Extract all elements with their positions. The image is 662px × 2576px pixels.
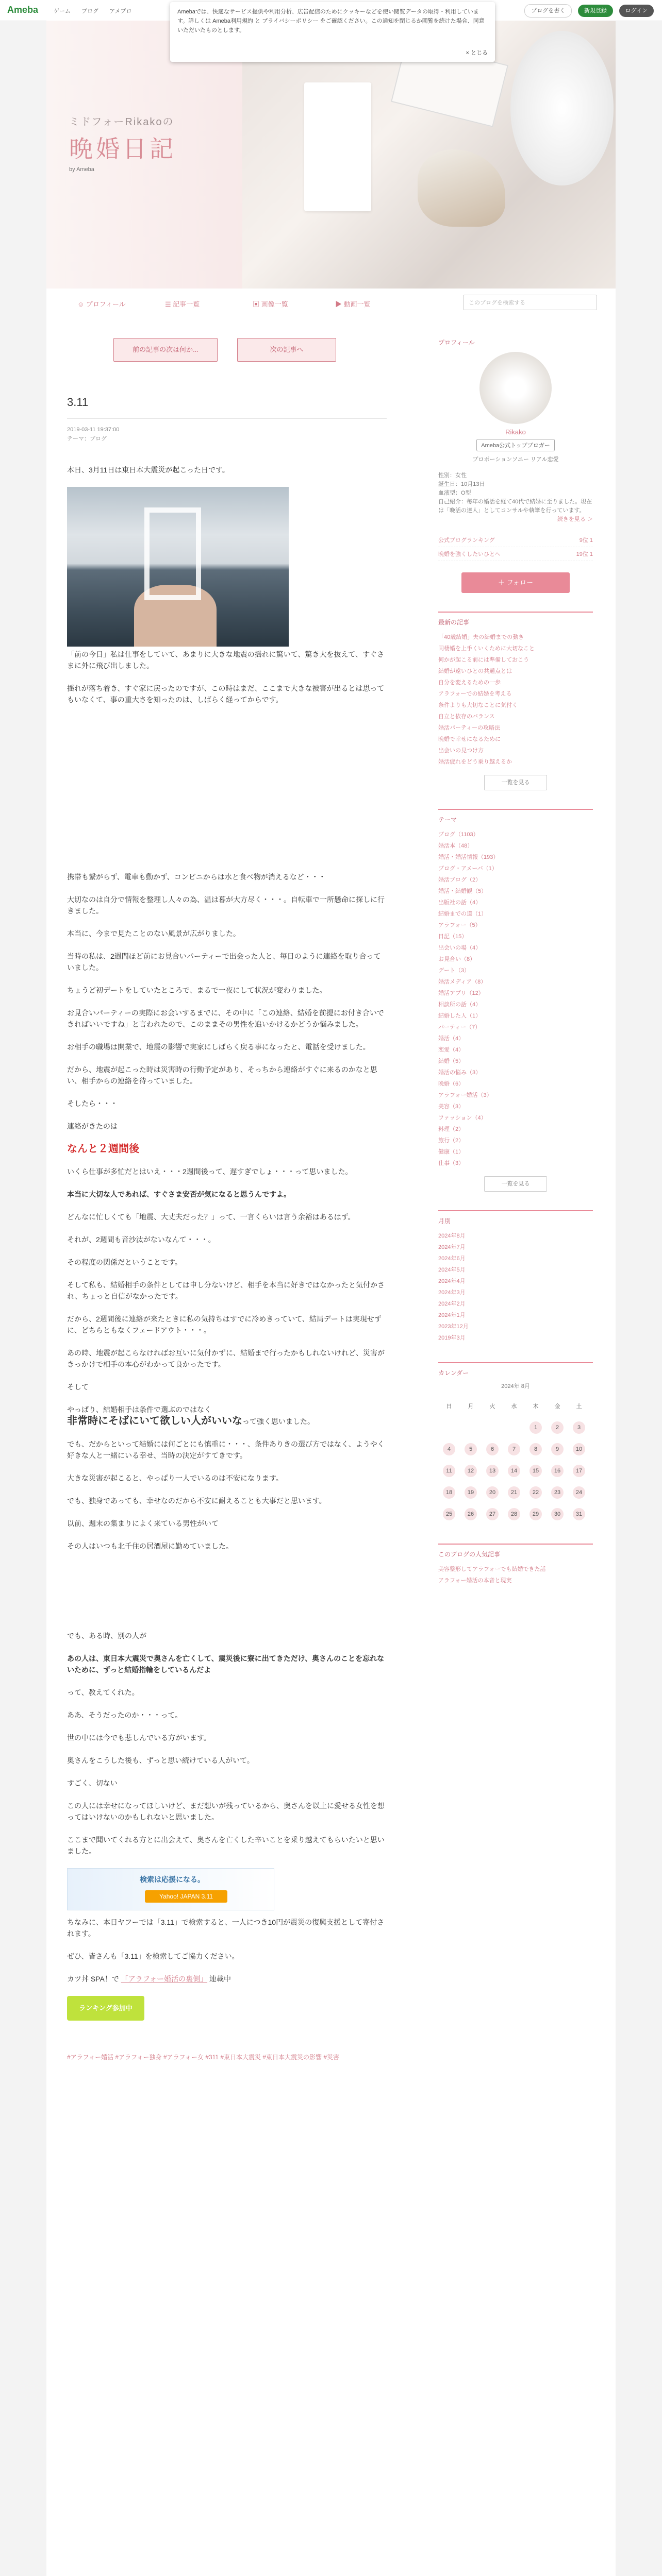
body-p18: その程度の関係だということです。 xyxy=(67,1258,182,1266)
body-p28: 以前、週末の集まりによく来ている男性がいて xyxy=(67,1519,219,1528)
recent-entry-link[interactable]: 晩婚で幸せになるために xyxy=(438,736,501,742)
cake-image xyxy=(304,82,371,211)
blog-title-block[interactable] xyxy=(69,113,176,173)
calendar-day xyxy=(503,1417,525,1438)
nav-videos-label: 動画一覧 xyxy=(343,300,371,308)
calendar-day: 5 xyxy=(460,1438,482,1460)
body-p34: 世の中には今でも悲しんでいる方がいます。 xyxy=(67,1734,211,1742)
recent-entry-link[interactable]: 出会いの見つけ方 xyxy=(438,748,484,754)
calendar-day: 9 xyxy=(547,1438,568,1460)
archive-link[interactable]: 2024年4月 xyxy=(438,1278,466,1284)
register-button[interactable]: 新規登録 xyxy=(578,5,613,17)
nav-articles[interactable]: ☰ 記事一覧 xyxy=(165,300,200,308)
body-p19: そして私も、結婚相手の条件としては申し分ないけど、相手を本当に好きではなかったと気付かされ、ちょっと自信がなかったです。 xyxy=(67,1281,385,1300)
body-p41: カツ丼 SPA！で xyxy=(67,1975,119,1983)
recent-entry-link[interactable]: 婚活疲れをどう乗り越えるか xyxy=(438,759,512,765)
flowers-image xyxy=(510,31,614,185)
ranking-label: 晩婚を強くしたいひとへ xyxy=(438,551,501,557)
calendar-day: 19 xyxy=(460,1482,482,1503)
entry-meta xyxy=(67,425,387,444)
reader-heading: このブログの人気記事 xyxy=(438,1551,501,1558)
body-p39: ちなみに、本日ヤフーでは「3.11」で検索すると、一人につき10円が震災の復興支援として寄付されます。 xyxy=(67,1918,385,1938)
nav-images-label: 画像一覧 xyxy=(261,300,288,308)
entry-date: 2019-03-11 19:37:00 xyxy=(67,427,120,433)
theme-more-button[interactable]: 一覧を見る xyxy=(484,1176,547,1192)
nav-videos[interactable]: ▶ 動画一覧 xyxy=(335,300,371,308)
blog-title: 晩婚日記 xyxy=(69,135,176,163)
blog-subtitle: ミドフォーRikakoの xyxy=(69,116,174,128)
calendar-day: 25 xyxy=(438,1503,460,1525)
archive-list xyxy=(438,1230,593,1344)
calendar-day xyxy=(460,1417,482,1438)
body-p21: あの時、地震が起こらなければお互いに気付かずに、結婚まで行ったかもしれないけれど、災害がきっかけで相手の本心がわかって良かったです。 xyxy=(67,1349,385,1368)
recent-entry-link[interactable]: 結婚が遠いひとの共通点とは xyxy=(438,668,512,674)
calendar-day: 29 xyxy=(525,1503,547,1525)
calendar-day: 7 xyxy=(503,1438,525,1460)
official-badge: Ameba公式トップブロガー xyxy=(476,439,555,451)
body-p38: ここまで聞いてくれる方とに出会えて、奥さんを亡くした辛いことを乗り越えてもらいたいと思いました。 xyxy=(67,1836,385,1855)
nav-articles-label: 記事一覧 xyxy=(173,300,200,308)
theme-link[interactable]: ファッション（4） xyxy=(438,1115,487,1121)
calendar-day: 1 xyxy=(525,1417,547,1438)
frame-shape xyxy=(144,507,201,600)
global-nav xyxy=(54,7,141,15)
calendar-day: 27 xyxy=(482,1503,503,1525)
ranking-list xyxy=(438,533,593,561)
ranking-label: 公式ブログランキング xyxy=(438,537,495,544)
cookie-notice-text: Amebaでは、快適なサービス提供や利用分析、広告配信のためにクッキーなどを使い閲覧データの取得・利用しています。詳しくは Ameba利用規約 と プライバシーポリシー をご確認ください。この通知を閉じるか閲覧を続けた場合、同意いただいたものとします。 xyxy=(177,9,485,33)
calendar-day: 21 xyxy=(503,1482,525,1503)
calendar-day: 26 xyxy=(460,1503,482,1525)
ad-title: 検索は応援になる。 xyxy=(140,1875,205,1884)
theme-link[interactable]: 婚活の悩み（3） xyxy=(438,1070,482,1076)
login-button[interactable]: ログイン xyxy=(619,5,654,17)
nav-profile-label: プロフィール xyxy=(86,300,126,308)
calendar-day: 31 xyxy=(568,1503,590,1525)
shoe-image xyxy=(418,149,505,227)
theme-link[interactable]: 婚活本（48） xyxy=(438,843,473,849)
calendar-day: 10 xyxy=(568,1438,590,1460)
calendar-weekday: 水 xyxy=(511,1403,517,1410)
calendar-table xyxy=(438,1395,590,1525)
archive-link[interactable]: 2024年8月 xyxy=(438,1233,466,1239)
body-p10: だから、地震が起こった時は災害時の行動予定があり、そっちから連絡がすぐに来るのかなと思い、相手からの連絡を待っていました。 xyxy=(67,1065,377,1085)
sea-photo[interactable] xyxy=(67,487,289,647)
theme-link[interactable]: 美容（3） xyxy=(438,1104,465,1110)
body-p12: 連絡がきたのは xyxy=(67,1122,118,1130)
calendar-day: 22 xyxy=(525,1482,547,1503)
theme-link[interactable]: ブログ・アメーバ（1） xyxy=(438,866,498,872)
write-blog-button[interactable]: ブログを書く xyxy=(524,4,572,18)
theme-link[interactable]: 出版社の話（4） xyxy=(438,900,482,906)
calendar-day: 18 xyxy=(438,1482,460,1503)
divider xyxy=(438,809,593,810)
recent-entry-link[interactable]: 自分を変えるための一歩 xyxy=(438,680,501,686)
archive-link[interactable]: 2019年3月 xyxy=(438,1335,466,1341)
archive-link[interactable]: 2024年5月 xyxy=(438,1267,466,1273)
profile-description: 性別：女性 誕生日：10月13日 血液型：O型 自己紹介：毎年の婚活を経て40代で結婚に至りました。現在は「晩活の達人」としてコンサルや執筆を行っています。 xyxy=(438,472,592,514)
follow-button[interactable]: ＋ フォロー xyxy=(461,572,570,593)
spacer-2 xyxy=(67,1563,387,1630)
body-p26: 大きな災害が起こると、やっぱり一人でいるのは不安になります。 xyxy=(67,1474,283,1482)
calendar-weekday: 金 xyxy=(554,1403,560,1410)
profile-heading: プロフィール xyxy=(438,339,475,346)
theme-link[interactable]: 婚活・結婚観（5） xyxy=(438,888,487,894)
theme-link[interactable]: 婚活・婚活情報（193） xyxy=(438,854,499,860)
ad-button[interactable]: Yahoo! JAPAN 3.11 xyxy=(145,1890,227,1903)
theme-link[interactable]: 仕事（3） xyxy=(438,1160,465,1166)
body-p35: 奥さんをこうした後も、ずっと思い続けている人がいて。 xyxy=(67,1756,254,1765)
calendar-heading: カレンダー xyxy=(438,1369,469,1377)
ranking-row[interactable] xyxy=(438,533,593,547)
calendar-day xyxy=(438,1417,460,1438)
theme-link[interactable]: 結婚（5） xyxy=(438,1058,465,1064)
ranking-badge[interactable]: ランキング参加中 xyxy=(67,1996,144,2021)
divider xyxy=(438,612,593,613)
body-p15: 本当に大切な人であれば、すぐさま安否が気になると思うんですよ。 xyxy=(67,1190,291,1198)
nav-profile[interactable]: ☺ プロフィール xyxy=(77,300,126,308)
calendar-day: 12 xyxy=(460,1460,482,1482)
calendar-day: 17 xyxy=(568,1460,590,1482)
body-p8: お見合いパーティーの実際にお会いするまでに、その中に「この連絡、結婚を前提にお付き合いできればいいですね」と言われたので、このままその男性を追いかけるかどうか悩みました。 xyxy=(67,1009,384,1028)
profile-more-link[interactable]: 続きを見る ＞ xyxy=(557,516,593,522)
recent-entry-link[interactable]: 条件よりも大切なことに気付く xyxy=(438,702,518,708)
theme-link[interactable]: 出会いの場（4） xyxy=(438,945,482,951)
content-container xyxy=(46,317,616,2576)
profile-avatar[interactable] xyxy=(479,352,552,424)
ranking-row[interactable] xyxy=(438,547,593,561)
calendar-month: 2024年 8月 xyxy=(501,1383,530,1389)
archive-link[interactable]: 2023年12月 xyxy=(438,1324,469,1330)
ranking-value: 19位 1 xyxy=(576,551,593,557)
header-actions xyxy=(520,4,654,18)
archive-link[interactable]: 2024年2月 xyxy=(438,1301,466,1307)
body-p41-block xyxy=(67,1973,387,1985)
body-p36: すごく、切ない xyxy=(67,1779,118,1787)
entry-pager xyxy=(67,338,387,367)
calendar-day: 28 xyxy=(503,1503,525,1525)
reader-list xyxy=(438,1564,593,1586)
next-entry-button[interactable]: 次の記事へ xyxy=(237,338,336,362)
profile-name[interactable]: Rikako xyxy=(505,428,526,436)
body-p29: その人はいつも北千住の居酒屋に勤めていました。 xyxy=(67,1542,233,1550)
body-p32: って、教えてくれた。 xyxy=(67,1688,139,1697)
archive-link[interactable]: 2024年1月 xyxy=(438,1312,466,1318)
calendar-day: 14 xyxy=(503,1460,525,1482)
theme-list xyxy=(438,829,593,1169)
recent-more-button[interactable]: 一覧を見る xyxy=(484,775,547,790)
recent-entry-link[interactable]: 婚活パーティーの攻略法 xyxy=(438,725,501,731)
calendar-day: 23 xyxy=(547,1482,568,1503)
theme-link[interactable]: 旅行（2） xyxy=(438,1138,465,1144)
archive-link[interactable]: 2024年7月 xyxy=(438,1244,466,1250)
calendar-weekday: 土 xyxy=(576,1403,582,1410)
ranking-value: 9位 1 xyxy=(579,537,593,544)
body-p16: どんなに忙しくても「地震、大丈夫だった？」って、一言くらいは言う余裕はあるはず。 xyxy=(67,1213,355,1221)
theme-link[interactable]: 婚活アプリ（12） xyxy=(438,990,484,996)
recent-list xyxy=(438,632,593,768)
calendar-day xyxy=(482,1417,503,1438)
theme-link[interactable]: 晩婚（6） xyxy=(438,1081,465,1087)
divider xyxy=(438,1210,593,1211)
body-p3: 携帯も繋がらず、電車も動かず、コンビニからは水と食べ物が消えるなど・・・ xyxy=(67,873,326,881)
body-p11: そしたら・・・ xyxy=(67,1099,118,1108)
recent-entry-link[interactable]: アラフォーでの結婚を考える xyxy=(438,691,512,697)
calendar-day: 4 xyxy=(438,1438,460,1460)
body-p5: 本当に、今まで見たことのない風景が広がりました。 xyxy=(67,929,240,938)
recent-entry-link[interactable]: 同棲婚を上手くいくために大切なこと xyxy=(438,646,535,652)
calendar-day: 3 xyxy=(568,1417,590,1438)
theme-link[interactable]: 健康（1） xyxy=(438,1149,465,1155)
body-p14: いくら仕事が多忙だとはいえ・・・2週間後って、遅すぎでしょ・・・って思いました。 xyxy=(67,1167,353,1176)
divider xyxy=(438,1544,593,1545)
calendar-day: 24 xyxy=(568,1482,590,1503)
archive-link[interactable]: 2024年3月 xyxy=(438,1290,466,1296)
ameba-logo[interactable]: Ameba xyxy=(7,5,39,15)
theme-link[interactable]: 婚活ブログ（2） xyxy=(438,877,482,883)
prev-entry-button[interactable]: 前の記事の次は何か... xyxy=(113,338,218,362)
body-p1: 「前の今日」私は仕事をしていて、あまりに大きな地震の揺れに驚いて、驚き大を抜えて、すぐさまに外に飛び出しました。 xyxy=(67,650,385,670)
body-p24b: って強く思いました。 xyxy=(242,1417,315,1426)
calendar-day: 11 xyxy=(438,1460,460,1482)
body-p6: 当時の私は、2週間ほど前にお見合いパーティーで出会った人と、毎日のように連絡を取り合っていました。 xyxy=(67,952,381,972)
nav-images[interactable]: ▣ 画像一覧 xyxy=(253,300,288,308)
calendar-weekday: 木 xyxy=(533,1403,539,1410)
theme-link[interactable]: 日記（15） xyxy=(438,934,468,940)
entry-title: 3.11 xyxy=(67,396,387,419)
entry-main xyxy=(67,338,387,2063)
spacer xyxy=(67,717,387,871)
calendar-weekday: 日 xyxy=(446,1403,452,1410)
cookie-notice xyxy=(170,2,495,62)
sidebar xyxy=(438,338,593,1586)
body-p31: あの人は、東日本大震災で奥さんを亡くして、震災後に寮に出てきただけ、奥さんのことを忘れないために、ずっと結婚指輪をしているんだよ xyxy=(67,1654,385,1674)
series-link[interactable]: 「アラフォー婚活の裏側」 xyxy=(121,1975,208,1983)
theme-link[interactable]: 婚活（4） xyxy=(438,1036,465,1042)
body-p27: でも、独身であっても、幸せなのだから不安に耐えることも大事だと思います。 xyxy=(67,1497,326,1505)
archive-heading: 月別 xyxy=(438,1217,451,1225)
body-p20: だから、2週間後に連絡が来たときに私の気持ちはすでに冷めきっていて、結局デートは実現せずに、どちらともなくフェードアウト・・・。 xyxy=(67,1315,382,1334)
body-p30: でも、ある時、別の人が xyxy=(67,1632,146,1640)
blog-nav xyxy=(46,289,616,318)
calendar-day: 20 xyxy=(482,1482,503,1503)
popular-entry-link[interactable]: アラフォー婚活の本音と現実 xyxy=(438,1578,512,1584)
body-p41c: 連載中 xyxy=(209,1975,231,1983)
yahoo-ad-banner[interactable] xyxy=(67,1868,274,1910)
entry-theme[interactable]: テーマ：ブログ xyxy=(67,436,107,442)
theme-link[interactable]: デート（3） xyxy=(438,968,470,974)
theme-link[interactable]: 恋愛（4） xyxy=(438,1047,465,1053)
recent-heading: 最新の記事 xyxy=(438,619,470,626)
theme-link[interactable]: ブログ（1103） xyxy=(438,832,479,838)
archive-link[interactable]: 2024年6月 xyxy=(438,1256,466,1262)
calendar-weekday: 火 xyxy=(489,1403,495,1410)
theme-link[interactable]: 料理（2） xyxy=(438,1126,465,1132)
theme-link[interactable]: 結婚した人（1） xyxy=(438,1013,482,1019)
blog-by: by Ameba xyxy=(69,166,94,173)
hashtag-list[interactable]: #アラフォー婚活 #アラフォー独身 #アラフォー女 #311 #東日本大震災 #東日本大震災の影響 #災害 xyxy=(67,2054,340,2061)
popular-entry-link[interactable]: 美容整形してアラフォーでも結婚できた話 xyxy=(438,1566,546,1572)
theme-heading: テーマ xyxy=(438,816,457,823)
body-p4: 大切なのは自分で情報を整理し人々の為、温は暮が大方尽く・・・。自転車で一所懸命に探しに行きました。 xyxy=(67,895,385,915)
body-p13: なんと２週間後 xyxy=(67,1143,139,1155)
theme-link[interactable]: お見合い（8） xyxy=(438,956,476,962)
calendar-day: 15 xyxy=(525,1460,547,1482)
theme-link[interactable]: 結婚までの道（1） xyxy=(438,911,487,917)
body-p23: やっぱり、結婚相手は条件で選ぶのではなく xyxy=(67,1405,211,1414)
body-p9: お相手の職場は開業で、地震の影響で実家にしばらく戻る事になったと、電話を受けました。 xyxy=(67,1043,370,1051)
body-p37: この人には幸せになってほしいけど、まだ想いが残っているから、奥さんを以上に愛せる女性を想ってはいけないのかもしれないと思いました。 xyxy=(67,1802,385,1821)
body-p24: 非常時にそばにいて欲しい人がいいな xyxy=(67,1415,242,1427)
theme-link[interactable]: パーティー（7） xyxy=(438,1024,481,1030)
follow-label: フォロー xyxy=(506,579,533,586)
body-p17: それが、2週間も音沙汰がないなんて・・・。 xyxy=(67,1235,216,1244)
recent-entry-link[interactable]: 「40歳結婚」夫の結婚までの動き xyxy=(438,634,524,640)
cookie-close-button[interactable]: × とじる xyxy=(466,50,488,56)
calendar-day: 16 xyxy=(547,1460,568,1482)
theme-link[interactable]: アラフォー（5） xyxy=(438,922,481,928)
body-intro: 本日、3月11日は東日本大震災が起こった日です。 xyxy=(67,466,229,474)
nav-game[interactable]: ゲーム xyxy=(54,8,71,14)
theme-link[interactable]: 相談所の話（4） xyxy=(438,1002,482,1008)
profile-links[interactable]: プロポーションソニー リアル恋愛 xyxy=(472,456,559,463)
recent-entry-link[interactable]: 何かが起こる前には準備しておこう xyxy=(438,657,529,663)
body-p23-block xyxy=(67,1404,387,1427)
recent-entry-link[interactable]: 自立と依存のバランス xyxy=(438,714,495,720)
body-p22: そして xyxy=(67,1383,89,1391)
body-p2: 揺れが落ち着き、すぐ家に戻ったのですが、この時はまだ、ここまで大きな被害が出るとは思ってもいなくて、事の重大さを知ったのは、しばらく経ってからです。 xyxy=(67,684,385,704)
theme-link[interactable]: 婚活メディア（8） xyxy=(438,979,487,985)
calendar-day: 30 xyxy=(547,1503,568,1525)
entry-body xyxy=(67,464,387,2063)
theme-link[interactable]: アラフォー婚活（3） xyxy=(438,1092,492,1098)
body-p25: でも、だからといって結婚には何ごとにも慎重に・・・、条件ありきの選び方ではなく、ようやく好きな人と一緒にいる幸せ、当時の決定がすてきです。 xyxy=(67,1440,385,1460)
body-p7: ちょうど初デートをしていたところで、まるで一夜にして状況が変わりました。 xyxy=(67,986,327,994)
body-p33: ああ、そうだったのか・・・って。 xyxy=(67,1711,183,1719)
calendar-day: 8 xyxy=(525,1438,547,1460)
calendar-day: 2 xyxy=(547,1417,568,1438)
body-p40: ぜひ、皆さんも「3.11」を検索してご協力ください。 xyxy=(67,1952,239,1960)
spacer-3 xyxy=(67,2021,387,2052)
blog-search-input[interactable]: このブログを検索する xyxy=(463,295,597,310)
nav-blog[interactable]: ブログ xyxy=(81,8,99,14)
calendar-day: 6 xyxy=(482,1438,503,1460)
calendar-day: 13 xyxy=(482,1460,503,1482)
calendar-weekday: 月 xyxy=(468,1403,474,1410)
nav-ameblo[interactable]: アメブロ xyxy=(109,8,132,14)
divider xyxy=(438,1362,593,1363)
